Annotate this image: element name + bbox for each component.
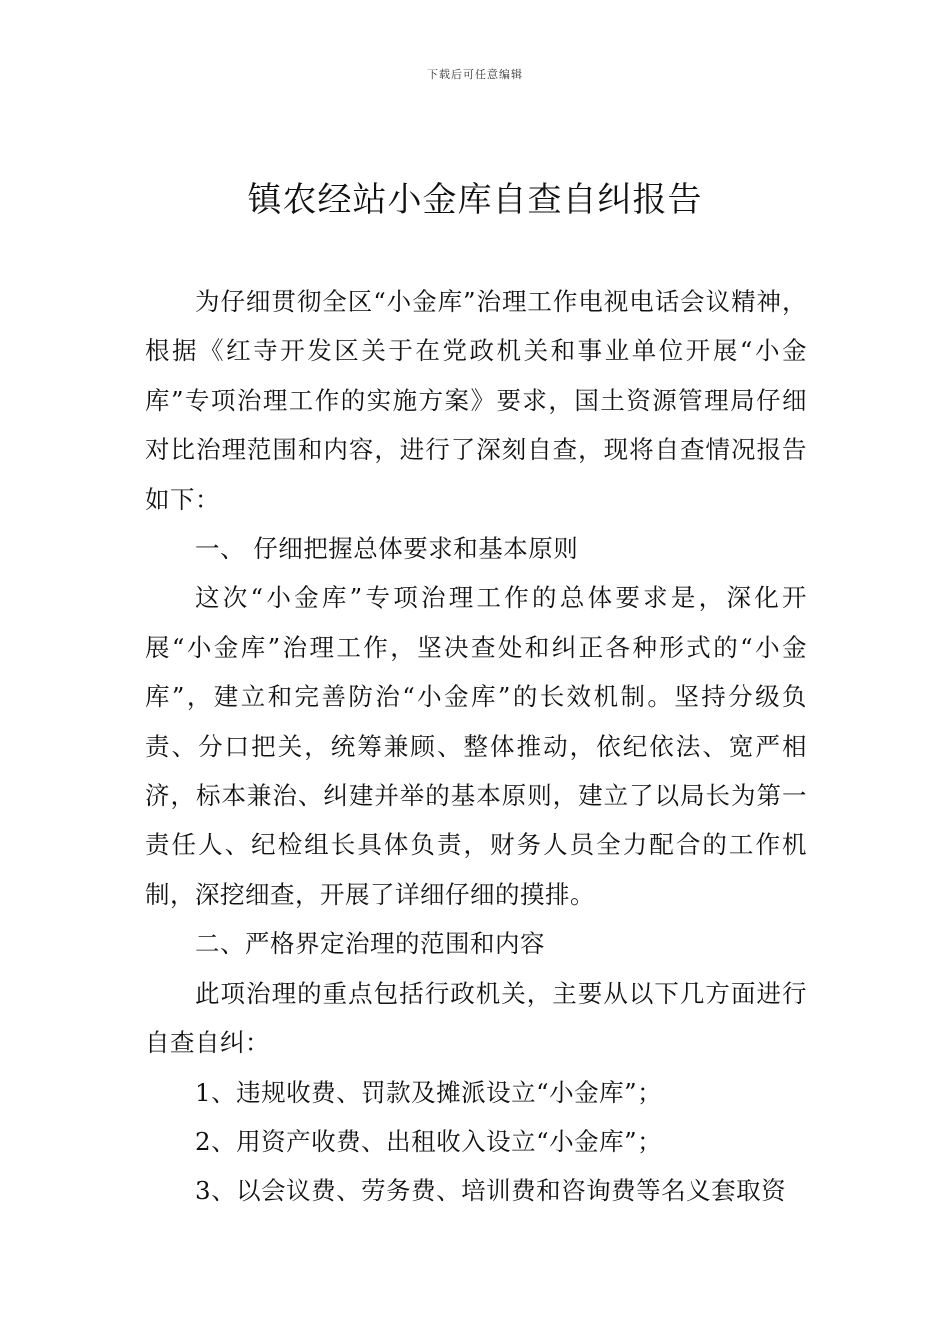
document-body (145, 277, 807, 1216)
list-item-2: 2、用资产收费、出租收入设立“小金库”； (195, 1126, 663, 1156)
list-item-3: 3、以会议费、劳务费、培训费和咨询费等名义套取资 (195, 1176, 787, 1206)
section-heading-1: 一、 仔细把握总体要求和基本原则 (195, 534, 579, 564)
section-heading-2: 二、严格界定治理的范围和内容 (195, 929, 545, 959)
intro-paragraph: 为仔细贯彻全区“小金库”治理工作电视电话会议精神，根据《红寺开发区关于在党政机关和事业单位开展“小金库”专项治理工作的实施方案》要求，国土资源管理局仔细对比治理范围和内容，进行了深刻自查，现将自查情况报告如下： (145, 287, 807, 514)
document-title: 镇农经站小金库自查自纠报告 (247, 180, 703, 220)
section-1-paragraph: 这次“小金库”专项治理工作的总体要求是，深化开展“小金库”治理工作，坚决查处和纠正各种形式的“小金库”，建立和完善防治“小金库”的长效机制。坚持分级负责、分口把关，统筹兼顾、整体推动，依纪依法、宽严相济，标本兼治、纠建并举的基本原则，建立了以局长为第一责任人、纪检组长具体负责，财务人员全力配合的工作机制，深挖细查，开展了详细仔细的摸排。 (145, 583, 807, 909)
header-note: 下载后可任意编辑 (427, 68, 523, 81)
section-2-paragraph: 此项治理的重点包括行政机关，主要从以下几方面进行自查自纠： (145, 978, 807, 1058)
list-item-1: 1、违规收费、罚款及摊派设立“小金库”； (195, 1077, 663, 1107)
